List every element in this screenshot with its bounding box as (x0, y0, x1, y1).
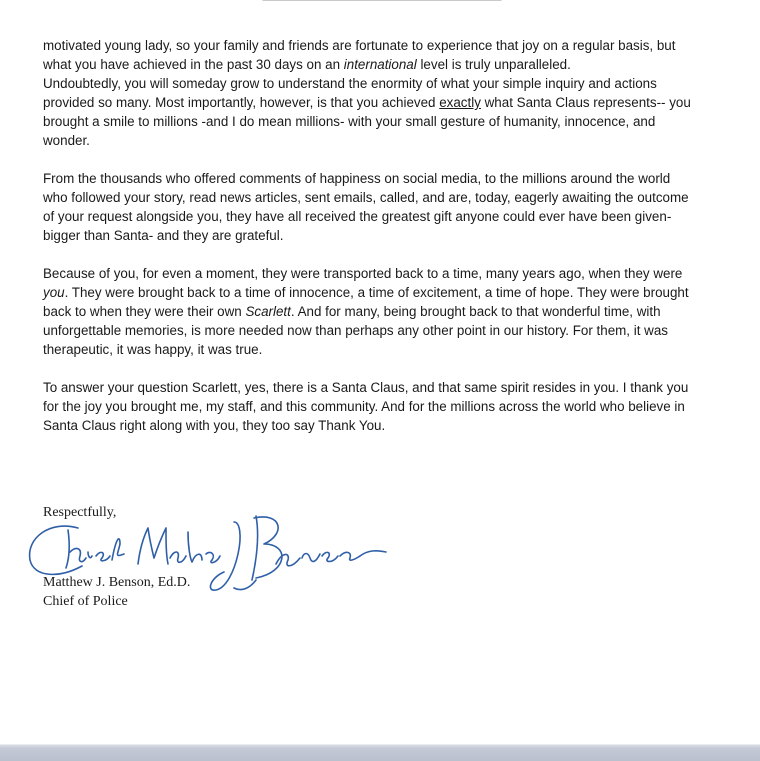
line: From the thousands who offered comments of happiness on social media, to the millions around the world (43, 171, 671, 186)
line: . And for many, being brought back to that wonderful time, with (290, 304, 661, 319)
paragraph-1 (43, 36, 743, 150)
paragraph-2 (43, 169, 743, 245)
paragraph-4 (43, 378, 743, 435)
signer-name: Matthew J. Benson, Ed.D. (43, 575, 191, 590)
line: Santa Claus right along with you, they too say Thank You. (43, 418, 386, 433)
line: what you have achieved in the past 30 days on an (43, 57, 344, 72)
line: of your request alongside you, they have all received the greatest gift anyone could ever have been given- (43, 209, 672, 224)
line: To answer your question Scarlett, yes, there is a Santa Claus, and that same spirit resides in you. I thank you (43, 380, 689, 395)
italic-word: Scarlett (245, 304, 291, 319)
line: back to when they were their own (43, 304, 246, 319)
line: brought a smile to millions -and I do mean millions- with your small gesture of humanity, innocence, and (43, 114, 656, 129)
italic-word: international (343, 57, 417, 72)
paragraph-3 (43, 264, 743, 359)
italic-word: you (43, 285, 65, 300)
line: bigger than Santa- and they are grateful. (43, 228, 284, 243)
line: motivated young lady, so your family and friends are fortunate to experience that joy on a regular basis, but (43, 38, 676, 53)
closing-salutation: Respectfully, (43, 505, 117, 520)
line: . They were brought back to a time of innocence, a time of excitement, a time of hope. They were brought (64, 285, 689, 300)
line: level is truly unparalleled. (416, 57, 571, 72)
signer-title: Chief of Police (43, 594, 128, 609)
line: for the joy you brought me, my staff, and this community. And for the millions across the world who believe in (43, 399, 685, 414)
line: wonder. (43, 133, 90, 148)
line: provided so many. Most importantly, however, is that you achieved (43, 95, 440, 110)
cropped-letterhead (262, 0, 502, 4)
line: what Santa Claus represents-- you (480, 95, 691, 110)
line: who followed your story, read news articles, sent emails, called, and are, today, eagerly awaiting the outcome (43, 190, 689, 205)
underlined-word: exactly (439, 95, 481, 110)
line: Undoubtedly, you will someday grow to understand the enormity of what your simple inquiry and actions (43, 76, 657, 91)
window-bottom-edge (0, 744, 760, 761)
line: Because of you, for even a moment, they were transported back to a time, many years ago, when they were (43, 266, 683, 281)
line: unforgettable memories, is more needed now than perhaps any other point in our history. For them, it was (43, 323, 668, 338)
letter-body (43, 36, 743, 435)
line: therapeutic, it was happy, it was true. (43, 342, 263, 357)
